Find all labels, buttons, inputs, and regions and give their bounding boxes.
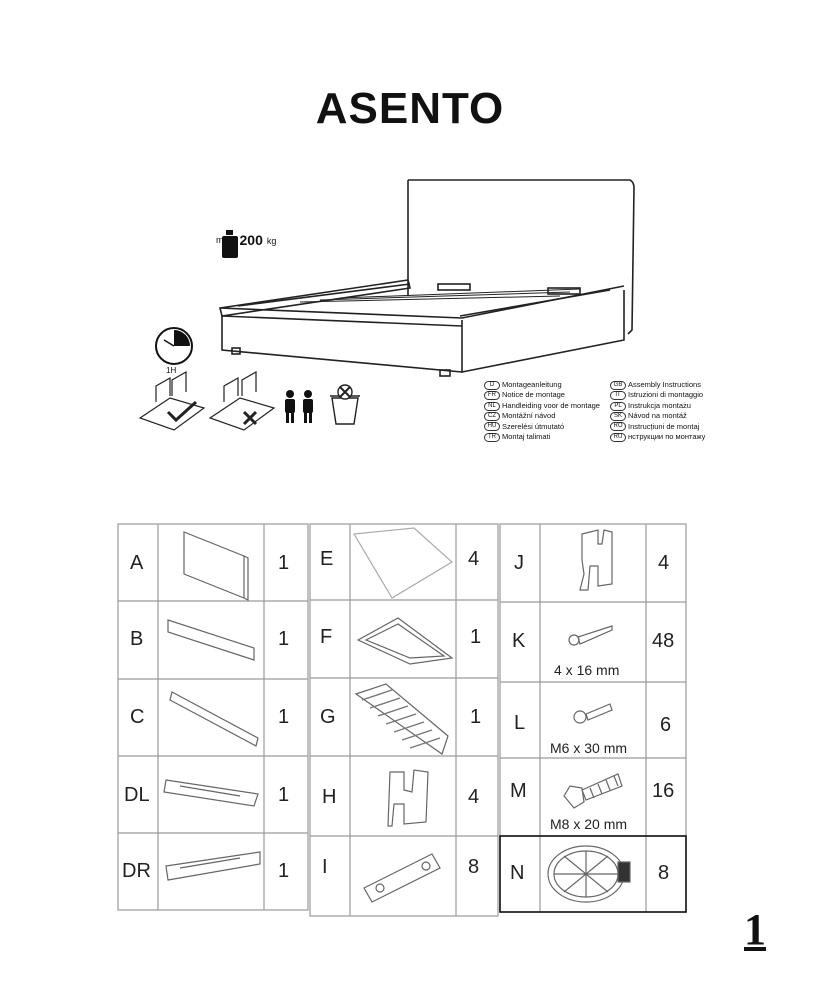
language-item: FR Notice de montage [484, 390, 606, 400]
part-size-k: 4 x 16 mm [554, 662, 620, 678]
part-size-l: M6 x 30 mm [550, 740, 628, 756]
language-item: PL Instrukcja montażu [610, 401, 730, 411]
part-label-k: K [512, 630, 526, 652]
part-label-b: B [130, 628, 144, 650]
side-rail-icon [170, 692, 258, 746]
bracket-icon [388, 770, 428, 826]
part-qty-h: 4 [468, 786, 480, 808]
max-weight-value: 200 [239, 232, 263, 248]
language-item: TR Montaj talimati [484, 432, 606, 442]
bracket-icon [580, 530, 612, 590]
max-weight-prefix: max. [216, 235, 236, 245]
part-qty-m: 16 [652, 780, 675, 802]
page-title: ASENTO [315, 84, 505, 133]
part-qty-f: 1 [470, 626, 482, 648]
part-size-m: M8 x 20 mm [550, 816, 628, 832]
language-item: SK Návod na montáž [610, 411, 730, 421]
part-qty-n: 8 [658, 862, 670, 884]
part-label-m: M [510, 780, 527, 802]
part-label-f: F [320, 626, 333, 648]
language-item: IT Istruzioni di montaggio [610, 390, 730, 400]
board-icon [354, 528, 452, 598]
language-item: CZ Montážní návod [484, 411, 606, 421]
part-qty-e: 4 [468, 548, 480, 570]
part-qty-a: 1 [278, 552, 290, 574]
max-weight-unit: kg [266, 236, 277, 246]
part-qty-dr: 1 [278, 860, 290, 882]
wheel-icon [548, 846, 630, 902]
part-label-c: C [130, 706, 145, 728]
frame-icon [358, 618, 452, 664]
time-label: 1H [166, 366, 177, 375]
part-label-l: L [514, 712, 526, 734]
headboard-panel-icon [184, 532, 248, 600]
part-qty-g: 1 [470, 706, 482, 728]
part-label-i: I [322, 856, 328, 878]
language-item: HU Szerelési útmutató [484, 422, 606, 432]
part-label-g: G [320, 706, 336, 728]
language-item: D Montageanleitung [484, 380, 606, 390]
part-label-h: H [322, 786, 337, 808]
part-label-n: N [510, 862, 525, 884]
part-qty-i: 8 [468, 856, 480, 878]
part-qty-c: 1 [278, 706, 290, 728]
part-label-dr: DR [122, 860, 151, 882]
plate-icon [364, 854, 440, 902]
part-label-a: A [130, 552, 144, 574]
bolt-icon [574, 704, 612, 723]
language-item: GB Assembly Instructions [610, 380, 730, 390]
screw-icon [569, 626, 612, 645]
part-label-j: J [514, 552, 524, 574]
language-item: NL Handleiding voor de montage [484, 401, 606, 411]
part-qty-l: 6 [660, 714, 672, 736]
part-qty-j: 4 [658, 552, 670, 574]
right-rail-icon [166, 852, 260, 880]
page-number: 1 [744, 905, 766, 954]
part-qty-dl: 1 [278, 784, 290, 806]
part-label-dl: DL [124, 784, 150, 806]
left-rail-icon [164, 780, 258, 806]
bolt-icon [564, 774, 622, 808]
rail-icon [168, 620, 254, 660]
language-item: RU нструкции по монтажу [610, 432, 730, 442]
part-qty-b: 1 [278, 628, 290, 650]
part-label-e: E [320, 548, 334, 570]
part-qty-k: 48 [652, 630, 675, 652]
language-item: RO Instrucțiuni de montaj [610, 422, 730, 432]
